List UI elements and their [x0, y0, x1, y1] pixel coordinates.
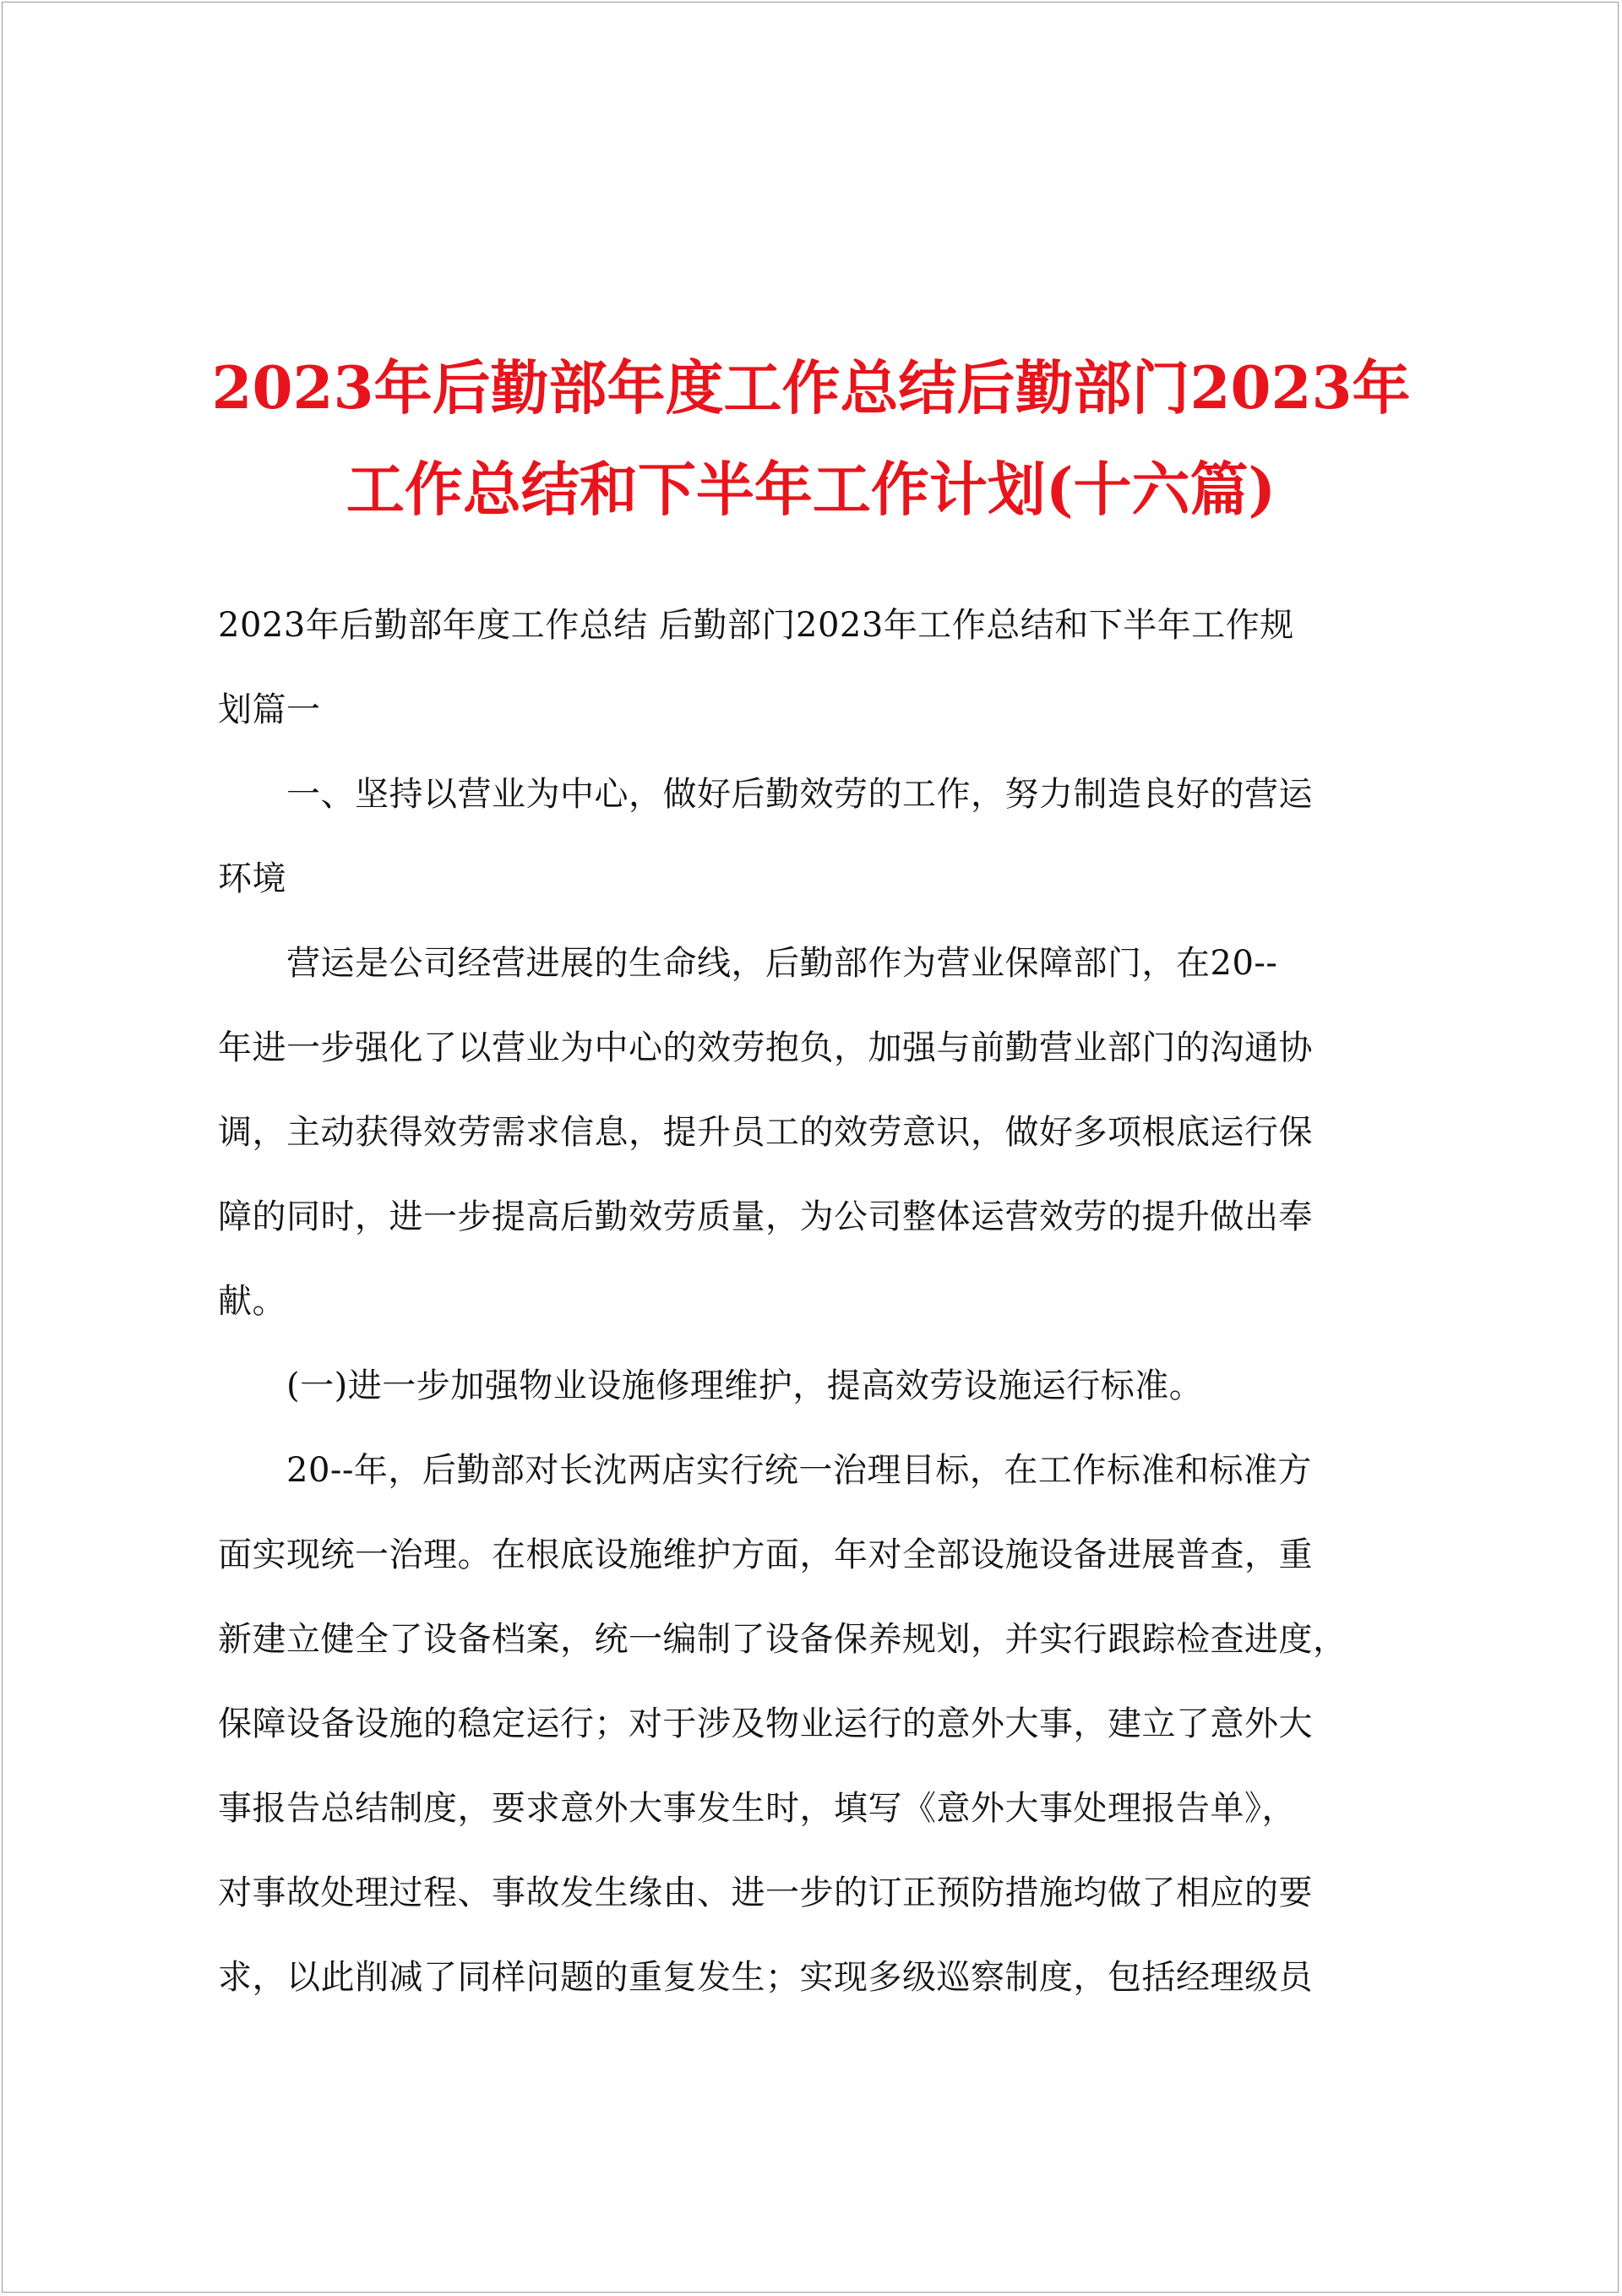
document-title-line-2: 工作总结和下半年工作计划(十六篇) [346, 455, 1276, 524]
body-line: 年进一步强化了以营业为中心的效劳抱负，加强与前勤营业部门的沟通协 [218, 1028, 1313, 1067]
body-line: 事报告总结制度，要求意外大事发生时，填写《意外大事处理报告单》， [218, 1789, 1296, 1828]
body-line: 2023年后勤部年度工作总结 后勤部门2023年工作总结和下半年工作规 [218, 606, 1294, 645]
body-line: 障的同时，进一步提高后勤效劳质量，为公司整体运营效劳的提升做出奉 [218, 1197, 1313, 1236]
body-line: 面实现统一治理。在根底设施维护方面，年对全部设施设备进展普查，重 [218, 1535, 1313, 1574]
body-line: 环境 [218, 859, 286, 898]
body-line: 献。 [218, 1282, 286, 1321]
body-line: 一、坚持以营业为中心，做好后勤效劳的工作，努力制造良好的营运 [218, 775, 1313, 814]
body-line: (一)进一步加强物业设施修理维护，提高效劳设施运行标准。 [218, 1366, 1204, 1405]
body-line: 调，主动获得效劳需求信息，提升员工的效劳意识，做好多项根底运行保 [218, 1113, 1313, 1152]
body-line: 求，以此削减了同样问题的重复发生；实现多级巡察制度，包括经理级员 [218, 1958, 1313, 1997]
body-line: 对事故处理过程、事故发生缘由、进一步的订正预防措施均做了相应的要 [218, 1873, 1313, 1912]
body-line: 划篇一 [218, 690, 321, 729]
body-line: 营运是公司经营进展的生命线，后勤部作为营业保障部门，在20-- [218, 944, 1278, 983]
body-line: 新建立健全了设备档案，统一编制了设备保养规划，并实行跟踪检查进度， [218, 1620, 1347, 1659]
document-title-line-1: 2023年后勤部年度工作总结后勤部门2023年 [211, 354, 1411, 423]
body-line: 保障设备设施的稳定运行；对于涉及物业运行的意外大事，建立了意外大 [218, 1704, 1313, 1743]
body-line: 20--年，后勤部对长沈两店实行统一治理目标，在工作标准和标准方 [218, 1451, 1312, 1490]
